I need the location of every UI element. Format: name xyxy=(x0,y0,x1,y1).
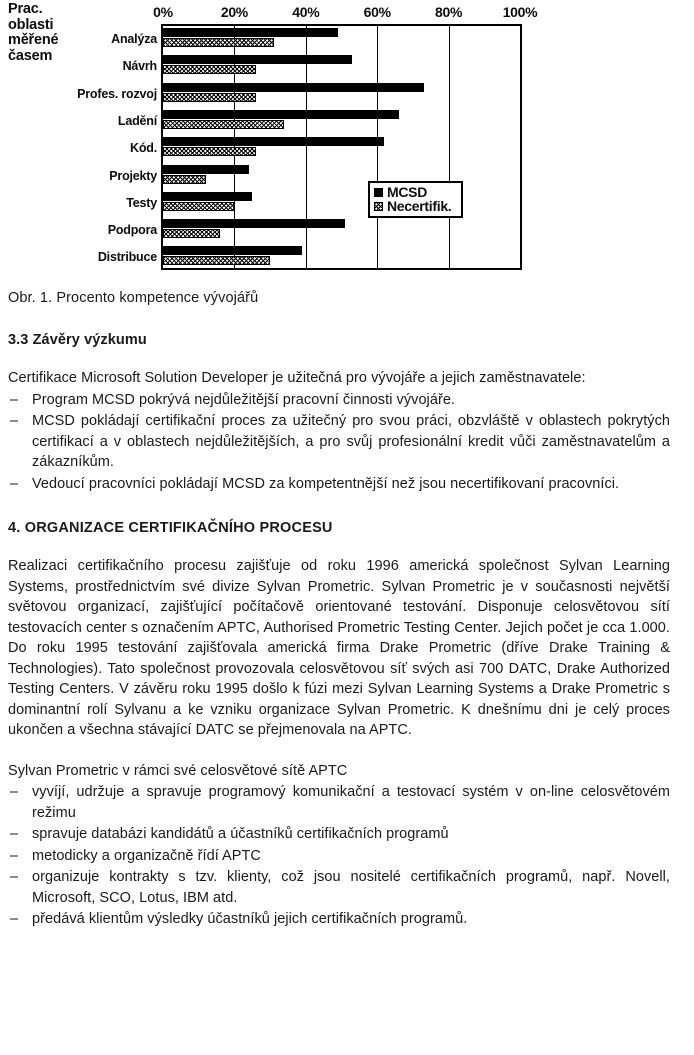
list-item-text: MCSD pokládají certifikační proces za užitečný pro svou práci, obzvláště v oblastech pokrytých certifikací a v oblastech nejdůležitějších, a pro svůj profesionální kredit vůči zaměstnavatelům a zákazníkům. xyxy=(32,413,670,470)
bullet-dash-icon: – xyxy=(10,391,19,408)
bar-necertifik xyxy=(163,175,206,184)
chart-bar-group xyxy=(163,135,520,162)
list-item xyxy=(8,909,670,930)
chart-bar-group xyxy=(163,244,520,271)
chart-y-axis-title-line-4: časem xyxy=(8,47,53,64)
list-item xyxy=(8,390,670,411)
figure-chart xyxy=(0,0,694,278)
legend-swatch-mcsd-icon xyxy=(374,188,383,197)
y-category-label: Návrh xyxy=(122,59,157,74)
chart-y-axis-title-line-2: oblasti xyxy=(8,16,54,33)
legend-entry-mcsd xyxy=(374,185,451,199)
list-item xyxy=(8,846,670,867)
list-item-text: Program MCSD pokrývá nejdůležitější pracovní činnosti vývojáře. xyxy=(32,391,456,408)
bar-mcsd xyxy=(163,55,352,64)
list-item xyxy=(8,867,670,908)
chart-bar-group xyxy=(163,190,520,217)
y-category-label: Analýza xyxy=(111,32,157,46)
list-item xyxy=(8,474,670,495)
paragraph-section-4-subintro: Sylvan Prometric v rámci své celosvětové sítě APTC xyxy=(8,762,348,779)
bar-necertifik xyxy=(163,38,274,47)
paragraph-section-3-3-intro: Certifikace Microsoft Solution Developer je užitečná pro vývojáře a jejich zaměstnavatele: xyxy=(8,370,586,386)
bar-mcsd xyxy=(163,110,399,119)
list-item xyxy=(8,782,670,823)
bullet-dash-icon: – xyxy=(10,869,19,885)
bullet-dash-icon: – xyxy=(10,784,19,800)
bar-necertifik xyxy=(163,256,270,265)
bullet-dash-icon: – xyxy=(10,826,19,842)
chart-bar-group xyxy=(163,26,520,53)
bar-necertifik xyxy=(163,229,220,238)
list-item xyxy=(8,411,670,473)
figure-caption: Obr. 1. Procento kompetence vývojářů xyxy=(8,290,259,306)
bar-mcsd xyxy=(163,83,424,92)
y-category-label: Profes. rozvoj xyxy=(77,86,157,101)
bar-mcsd xyxy=(163,137,384,146)
bullet-list-section-4 xyxy=(8,782,670,930)
chart-bar-group xyxy=(163,53,520,80)
chart-bars xyxy=(163,26,520,268)
y-category-label: Distribuce xyxy=(97,250,157,265)
list-item xyxy=(8,824,670,845)
bar-necertifik xyxy=(163,147,256,156)
legend-label-necertifik: Necertifik. xyxy=(387,198,452,214)
y-category-label: Projekty xyxy=(109,168,157,183)
legend-swatch-necertifik-icon xyxy=(374,202,383,211)
x-tick-label: 100% xyxy=(502,4,538,20)
chart-legend xyxy=(368,181,463,218)
heading-section-3-3: 3.3 Závěry výzkumu xyxy=(8,332,147,348)
x-tick-label: 80% xyxy=(435,4,463,20)
chart-y-axis-title-line-1: Prac. xyxy=(8,1,43,17)
bullet-dash-icon: – xyxy=(10,413,19,429)
bar-necertifik xyxy=(163,120,284,129)
chart-y-axis-title-line-3: měřené xyxy=(8,32,59,48)
bar-necertifik xyxy=(163,93,256,102)
bar-mcsd xyxy=(163,165,249,174)
paragraph-section-4: Realizaci certifikačního procesu zajišťuje od roku 1996 americká společnost Sylvan Learning Systems, prostřednictvím své divize Sylvan Prometric. Sylvan Prometric je v současnosti největší světovou organizací, zajišťující počítačově orientované testování. Disponuje celosvětovou sítí testovacích center s označením APTC, Authorised Prometric Testing Center. Jejich počet je cca 1.000. Do roku 1995 testování zajišťovala americká firma Drake Prometric (dříve Drake Training & Technologies). Tato společnost provozovala celosvětovou síť svých asi 700 DATC, Drake Authorized Testing Centers. V závěru roku 1995 došlo k fúzi mezi Sylvan Learning Systems a Drake Prometric s dominantní rolí Sylvanu a ke vzniku organizace Sylvan Prometric. K dnešnímu dni je celý proces ukončen a všechna stávající DATC se přejmenovala na APTC. xyxy=(8,558,670,738)
chart-y-axis-labels xyxy=(0,24,159,270)
bar-mcsd xyxy=(163,192,252,201)
bar-mcsd xyxy=(163,219,345,228)
legend-entry-necertifik xyxy=(374,199,451,213)
list-item-text: spravuje databázi kandidátů a účastníků certifikačních programů xyxy=(32,826,449,842)
y-category-label: Testy xyxy=(126,195,157,210)
x-tick-label: 60% xyxy=(363,4,391,20)
list-item-text: organizuje kontrakty s tzv. klienty, což jsou nositelé certifikačních programů, např. Novell, Microsoft, SCO, Lotus, IBM atd. xyxy=(32,869,670,906)
chart-bar-group xyxy=(163,81,520,108)
legend-label-mcsd: MCSD xyxy=(387,184,428,200)
list-item-text: Vedoucí pracovníci pokládají MCSD za kompetentnější než jsou necertifikovaní pracovníci. xyxy=(32,475,620,492)
heading-section-4: 4. ORGANIZACE CERTIFIKAČNÍHO PROCESU xyxy=(8,520,333,536)
y-category-label: Ladění xyxy=(117,113,157,128)
bar-necertifik xyxy=(163,65,256,74)
chart-x-axis-ticks xyxy=(0,1,694,22)
x-tick-label: 40% xyxy=(292,4,320,20)
bar-mcsd xyxy=(163,246,302,255)
list-item-text: předává klientům výsledky účastníků jejich certifikačních programů. xyxy=(32,911,468,927)
bullet-dash-icon: – xyxy=(10,847,19,864)
bullet-dash-icon: – xyxy=(10,475,19,492)
x-tick-label: 20% xyxy=(220,4,248,20)
chart-bar-group xyxy=(163,108,520,135)
chart-bar-group xyxy=(163,163,520,190)
y-category-label: Kód. xyxy=(130,141,157,156)
chart-plot-area xyxy=(161,24,522,270)
x-tick-label: 0% xyxy=(153,4,173,20)
bullet-list-section-3-3 xyxy=(8,390,670,495)
chart-bar-group xyxy=(163,217,520,244)
y-category-label: Podpora xyxy=(107,223,157,238)
bar-mcsd xyxy=(163,28,338,37)
list-item-text: metodicky a organizačně řídí APTC xyxy=(32,847,261,864)
bullet-dash-icon: – xyxy=(10,911,19,927)
list-item-text: vyvíjí, udržuje a spravuje programový komunikační a testovací systém v on-line celosvětovém režimu xyxy=(32,784,670,821)
bar-necertifik xyxy=(163,202,234,211)
document-body xyxy=(0,290,678,930)
